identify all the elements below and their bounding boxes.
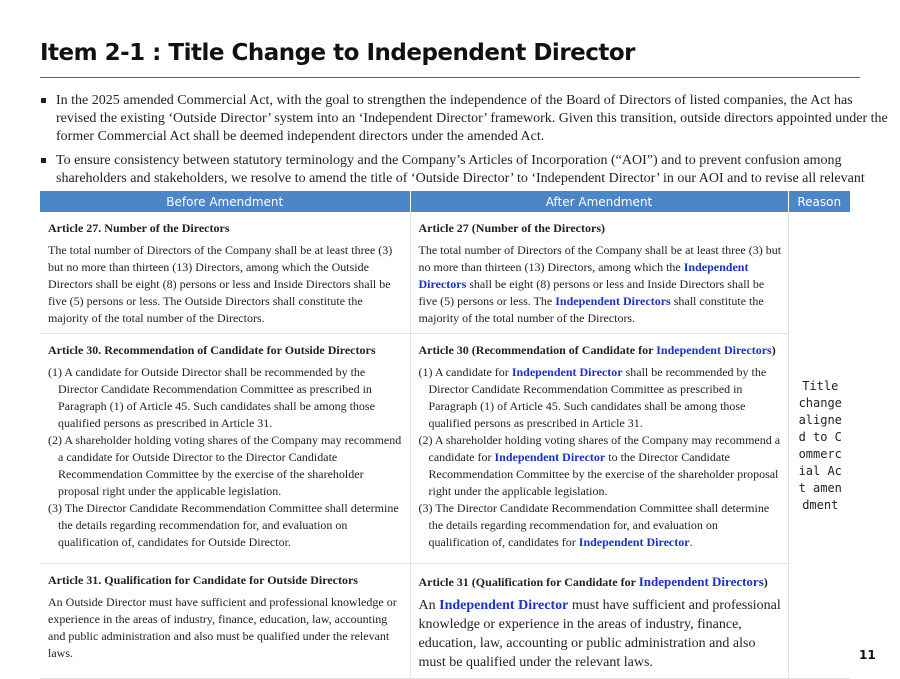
table-row xyxy=(40,334,850,564)
article-title: Article 31. Qualification for Candidate for Outside Directors xyxy=(48,573,358,587)
highlight-term: Independent Directors xyxy=(638,574,764,589)
title-divider xyxy=(40,77,860,78)
highlight-term: Independent Directors xyxy=(418,260,749,291)
before-article-31 xyxy=(40,564,410,679)
after-article-27 xyxy=(410,212,788,334)
article-item: (1) A candidate for Independent Director shall be recommended by the Director Candidate Recommendation Committee as prescribed in Paragraph (1) of Article 45. Such candidates shall be among those qualified persons as prescribed in Article 31. xyxy=(418,365,767,430)
page-title: Item 2-1 : Title Change to Independent Director xyxy=(40,40,636,66)
highlight-term: Independent Directors xyxy=(555,294,671,308)
article-title: Article 30 (Recommendation of Candidate for Independent Directors) xyxy=(418,343,776,357)
highlight-term: Independent Director xyxy=(511,365,623,379)
after-article-30 xyxy=(410,334,788,564)
article-title: Article 30. Recommendation of Candidate for Outside Directors xyxy=(48,343,376,357)
article-body: An Independent Director must have sufficient and professional knowledge or experience in the areas of industry, finance, education, law, accounting or public administration and also must be qualified under the relevant laws. xyxy=(418,598,781,670)
before-article-27 xyxy=(40,212,410,334)
after-article-31 xyxy=(410,564,788,679)
table-row xyxy=(40,212,850,334)
article-title: Article 31 (Qualification for Candidate for Independent Directors) xyxy=(418,574,768,589)
table-row xyxy=(40,564,850,679)
highlight-term: Independent Directors xyxy=(656,343,772,357)
highlight-term: Independent Director xyxy=(494,450,606,464)
article-title: Article 27. Number of the Directors xyxy=(48,221,230,235)
amendment-table xyxy=(40,191,850,679)
reason-text: Title change aligned to Commercial Act amendment xyxy=(798,379,842,512)
highlight-term: Independent Director xyxy=(439,598,569,613)
header-after: After Amendment xyxy=(410,191,788,212)
article-title: Article 27 (Number of the Directors) xyxy=(418,221,605,235)
article-body: An Outside Director must have sufficient and professional knowledge or experience in the areas of industry, finance, education, law, accounting and public administration and also must be qualified under the relevant laws. xyxy=(48,595,397,660)
highlight-term: Independent Director xyxy=(578,535,690,549)
article-item: (2) A shareholder holding voting shares of the Company may recommend a candidate for Outside Director to the Director Candidate Recommendation Committee by the exercise of the shareholder proposal right under the applicable legislation. xyxy=(48,433,402,498)
reason-cell xyxy=(788,212,850,679)
bullet-square-icon xyxy=(41,158,46,163)
page-number: 11 xyxy=(859,648,876,662)
bullet-square-icon xyxy=(41,98,46,103)
table-header-row xyxy=(40,191,850,212)
article-item: (2) A shareholder holding voting shares of the Company may recommend a candidate for Independent Director to the Director Candidate Recommendation Committee by the exercise of the shareholder proposal right under the applicable legislation. xyxy=(418,433,781,498)
article-body: The total number of Directors of the Company shall be at least three (3) but no more than thirteen (13) Directors, among which the Outside Directors shall be eight (8) persons or less and Inside Directors shall be five (5) persons or less. The Outside Directors shall constitute the majority of the total number of the Directors. xyxy=(48,243,393,325)
header-reason: Reason xyxy=(788,191,850,212)
before-article-30 xyxy=(40,334,410,564)
bullet-item: In the 2025 amended Commercial Act, with the goal to strengthen the independence of the Board of Directors of listed companies, the Act has revised the existing ‘Outside Director’ system into an ‘Independent Director’ framework. Given this transition, outside directors appointed under the former Commercial Act shall be deemed independent directors under the amended Act. xyxy=(40,92,890,146)
article-item: (3) The Director Candidate Recommendation Committee shall determine the details regarding recommendation for, and evaluation on qualification of, candidates for Outside Director. xyxy=(48,501,399,549)
article-body: The total number of Directors of the Company shall be at least three (3) but no more than thirteen (13) Directors, among which the Independent Directors shall be eight (8) persons or less and Inside Directors shall be five (5) persons or less. The Independent Directors shall constitute the majority of the total number of the Directors. xyxy=(418,243,782,325)
article-item: (3) The Director Candidate Recommendation Committee shall determine the details regarding recommendation for, and evaluation on qualification of, candidates for Independent Director. xyxy=(418,501,770,549)
bullet-item: To ensure consistency between statutory terminology and the Company’s Articles of Incorporation (“AOI”) and to prevent confusion among shareholders and stakeholders, we resolve to amend the title of ‘Outside Director’ to ‘Independent Director’ in our AOI and to revise all relevant xyxy=(40,152,890,206)
article-item: (1) A candidate for Outside Director shall be recommended by the Director Candidate Recommendation Committee as prescribed in Paragraph (1) of Article 45. Such candidates shall be among those qualified persons as prescribed in Article 31. xyxy=(48,365,375,430)
header-before: Before Amendment xyxy=(40,191,410,212)
